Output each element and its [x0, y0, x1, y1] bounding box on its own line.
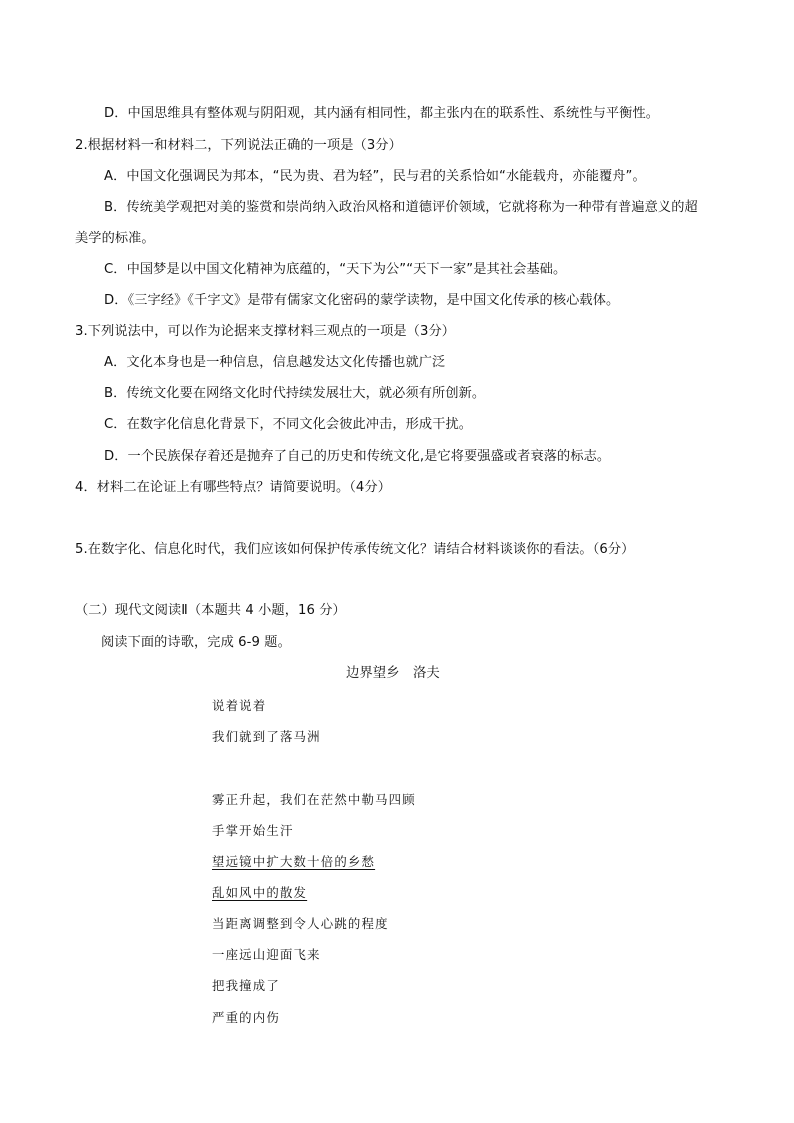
q3-option-b: B．传统文化要在网络文化时代持续发展壮大，就必须有所创新。	[104, 386, 486, 401]
q2-option-c: C．中国梦是以中国文化精神为底蕴的，“天下为公”“天下一家”是其社会基础。	[104, 262, 567, 277]
poem-line: 手掌开始生汗	[212, 823, 294, 838]
q3-option-d: D．一个民族保存着还是抛弃了自己的历史和传统文化,是它将要强盛或者衰落的标志。	[104, 449, 611, 464]
poem-line: 一座远山迎面飞来	[212, 947, 321, 962]
poem-line-underlined: 乱如风中的散发	[212, 885, 308, 900]
q2-stem: 2.根据材料一和材料二，下列说法正确的一项是（3分）	[75, 138, 402, 153]
poem-line: 说着说着	[212, 698, 267, 713]
q5-stem: 5.在数字化、信息化时代，我们应该如何保护传承传统文化？请结合材料谈谈你的看法。（6分）	[75, 542, 635, 557]
poem-line: 把我撞成了	[212, 978, 280, 993]
section2-instruction: 阅读下面的诗歌，完成 6-9 题。	[101, 635, 291, 650]
poem-line-underlined: 望远镜中扩大数十倍的乡愁	[212, 854, 376, 869]
poem-line: 雾正升起，我们在茫然中勒马四顾	[212, 792, 416, 807]
q3-option-a: A．文化本身也是一种信息，信息越发达文化传播也就广泛	[104, 355, 446, 370]
poem-line: 当距离调整到令人心跳的程度	[212, 916, 389, 931]
poem-line: 我们就到了落马洲	[212, 729, 321, 744]
q3-stem: 3.下列说法中，可以作为论据来支撑材料三观点的一项是（3分）	[75, 324, 456, 339]
q2-option-d: D．《三字经》《千字文》是带有儒家文化密码的蒙学读物，是中国文化传承的核心载体。	[104, 293, 620, 308]
section2-heading: （二）现代文阅读Ⅱ（本题共 4 小题，16 分）	[75, 603, 346, 618]
q1-option-d: D．中国思维具有整体观与阴阳观，其内涵有相同性，都主张内在的联系性、系统性与平衡性。	[104, 106, 660, 121]
q2-option-a: A．中国文化强调民为邦本，“民为贵、君为轻”，民与君的关系恰如“水能载舟，亦能覆舟”。	[104, 169, 646, 184]
poem-title: 边界望乡 洛夫	[346, 666, 440, 681]
q4-stem: 4．材料二在论证上有哪些特点？请简要说明。（4分）	[75, 480, 391, 495]
poem-line: 严重的内伤	[212, 1010, 280, 1025]
q3-option-c: C．在数字化信息化背景下，不同文化会彼此冲击，形成干扰。	[104, 417, 473, 432]
q2-option-b-line2: 美学的标准。	[75, 231, 155, 246]
q2-option-b-line1: B．传统美学观把对美的鉴赏和崇尚纳入政治风格和道德评价领域，它就将称为一种带有普遍意义的超	[104, 200, 698, 215]
